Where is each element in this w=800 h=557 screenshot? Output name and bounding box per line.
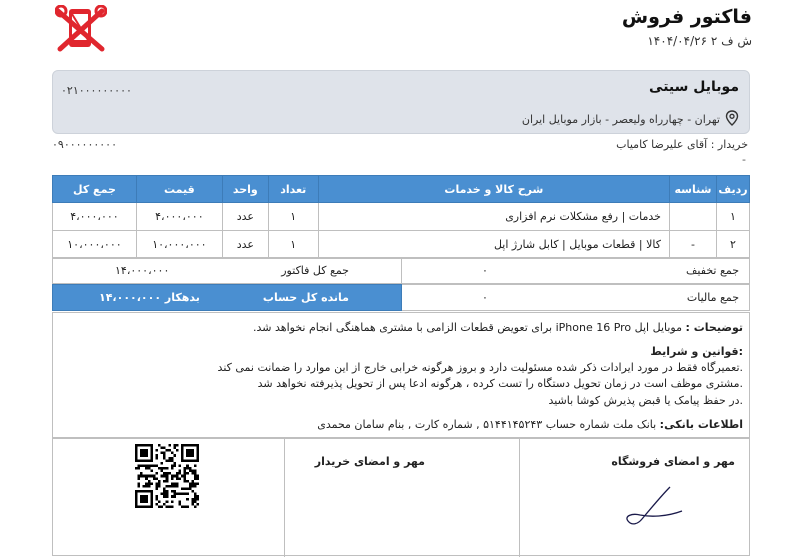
shop-address: تهران - چهارراه ولیعصر - بازار موبایل ایران <box>521 113 720 126</box>
buyer-phone: ۰۹۰۰۰۰۰۰۰۰۰ <box>52 138 117 151</box>
shop-info-box <box>52 70 750 134</box>
signature-drawing <box>610 481 690 535</box>
buyer-signature-label: مهر و امضای خریدار <box>314 455 425 468</box>
invoice-date: ۱۴۰۴/۰۴/۲۶ ش ف ۲ <box>647 34 752 48</box>
shop-signature-label: مهر و امضای فروشگاه <box>611 455 735 468</box>
table-row <box>53 231 750 259</box>
buyer-name: خریدار : آقای علیرضا کامیاب <box>616 138 748 151</box>
cell-price: ۱۰،۰۰۰،۰۰۰ <box>136 231 222 259</box>
location-pin-icon <box>725 110 739 129</box>
discount-label: جمع تخفیف <box>686 264 739 277</box>
cell-total: ۴،۰۰۰،۰۰۰ <box>53 203 137 231</box>
discount-value: ۰ <box>482 264 488 277</box>
cell-unit: عدد <box>222 203 268 231</box>
invoice-title: فاکتور فروش <box>621 6 752 28</box>
col-total-header: جمع کل <box>53 176 137 203</box>
col-row-header: ردیف <box>716 176 749 203</box>
description-text: موبایل اپل iPhone 16 Pro برای تعویض قطعات الزامی با مشتری هماهنگی انجام نخواهد شد. <box>253 321 682 334</box>
shop-phone: ۰۲۱۰۰۰۰۰۰۰۰۰ <box>61 84 132 97</box>
cell-row: ۱ <box>716 203 749 231</box>
cell-row: ۲ <box>716 231 749 259</box>
tax-cell <box>401 284 750 311</box>
bank-text: بانک ملت شماره حساب ۵۱۴۴۱۴۵۲۴۳ , شماره کارت , بنام سامان محمدی <box>317 418 657 431</box>
notes-section <box>52 312 750 438</box>
bank-info-line <box>317 418 743 431</box>
cell-qty: ۱ <box>268 231 318 259</box>
cell-qty: ۱ <box>268 203 318 231</box>
table-row <box>53 203 750 231</box>
discount-cell <box>401 257 750 284</box>
bank-label: اطلاعات بانکی: <box>659 418 743 431</box>
tax-value: ۰ <box>482 291 488 304</box>
cell-code <box>669 203 716 231</box>
rule-item: در حفظ پیامک یا قبض پذیرش کوشا باشید. <box>548 394 743 407</box>
col-qty-header: تعداد <box>268 176 318 203</box>
col-code-header: شناسه <box>669 176 716 203</box>
rule-item: مشتری موظف است در زمان تحویل دستگاه را تست کرده ، هرگونه ادعا پس از تحویل پذیرفته نخواهد شد. <box>257 377 743 390</box>
items-table <box>52 175 750 259</box>
buyer-signature-cell <box>284 439 519 557</box>
invoice-total-value: ۱۴،۰۰۰،۰۰۰ <box>115 264 170 277</box>
qr-code-icon <box>135 444 199 508</box>
table-header-row <box>53 176 750 203</box>
buyer-extra: - <box>742 153 746 166</box>
balance-value: ۱۴،۰۰۰،۰۰۰ بدهکار <box>99 291 200 304</box>
tax-label: جمع مالیات <box>686 291 739 304</box>
cell-desc: کالا | قطعات موبایل | کابل شارژ اپل <box>318 231 669 259</box>
invoice-total-label: جمع کل فاکتور <box>281 264 349 277</box>
col-price-header: قیمت <box>136 176 222 203</box>
totals-section <box>52 257 750 312</box>
balance-label: مانده کل حساب <box>262 291 349 304</box>
balance-cell <box>52 284 402 311</box>
cell-total: ۱۰،۰۰۰،۰۰۰ <box>53 231 137 259</box>
shop-signature-cell <box>519 439 751 557</box>
signature-section <box>52 438 750 556</box>
cell-code: - <box>669 231 716 259</box>
col-unit-header: واحد <box>222 176 268 203</box>
cell-desc: خدمات | رفع مشکلات نرم افزاری <box>318 203 669 231</box>
shop-address-row <box>522 110 739 129</box>
invoice-total-cell <box>52 257 402 284</box>
col-desc-header: شرح کالا و خدمات <box>318 176 669 203</box>
repair-logo-icon <box>55 5 107 55</box>
rules-label: قوانین و شرایط: <box>650 345 743 358</box>
rule-item: تعمیرگاه فقط در مورد ایرادات ذکر شده مسئولیت دارد و بروز هرگونه خرابی خارج از این موارد را ضمانت نمی کند. <box>217 361 743 374</box>
description-label: توضیحات : <box>685 321 743 334</box>
cell-unit: عدد <box>222 231 268 259</box>
cell-price: ۴،۰۰۰،۰۰۰ <box>136 203 222 231</box>
description-line <box>253 321 743 334</box>
shop-name: موبایل سیتی <box>649 79 739 95</box>
